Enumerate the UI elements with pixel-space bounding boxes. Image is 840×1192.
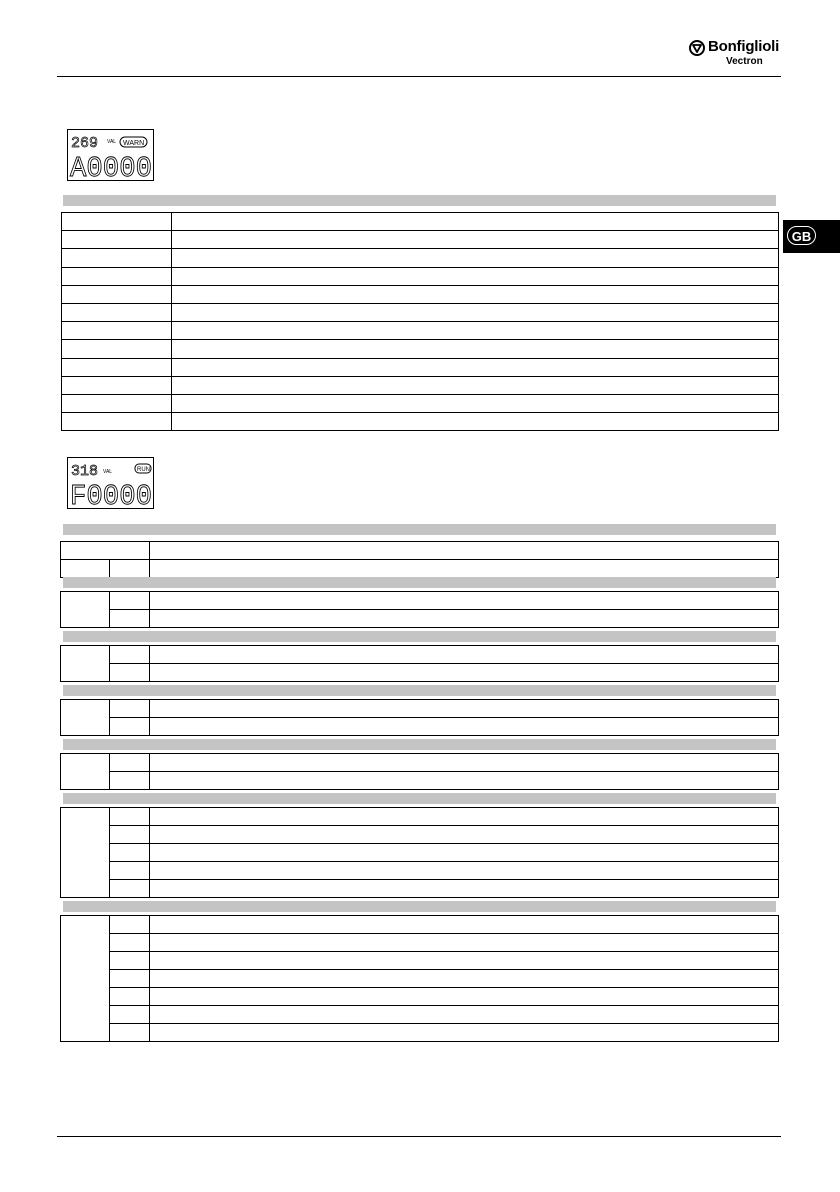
warning-code-cell	[61, 394, 172, 413]
warning-code-cell	[61, 248, 172, 268]
fault-text-cell	[149, 1023, 779, 1042]
warning-text-cell	[171, 248, 779, 268]
warning-main-code: A0000	[70, 152, 152, 182]
warning-code-cell	[61, 412, 172, 431]
fault-text-cell	[149, 969, 779, 988]
fault-text-cell	[149, 753, 779, 772]
fault-sub-cell	[109, 843, 150, 862]
fault-sub-cell	[109, 663, 150, 682]
fault-text-cell	[149, 559, 779, 578]
fault-sub-cell	[109, 753, 150, 772]
fault-text-cell	[149, 1005, 779, 1024]
warning-text-cell	[171, 358, 779, 377]
fault-group-cell	[60, 559, 110, 578]
fault-group-cell	[60, 645, 110, 682]
group-header	[63, 793, 776, 804]
fault-main-code: F0000	[70, 480, 152, 510]
fault-text-cell	[149, 951, 779, 970]
fault-text-cell	[149, 825, 779, 844]
fault-sub-cell	[109, 915, 150, 934]
group-header	[63, 685, 776, 696]
warning-text-cell	[171, 412, 779, 431]
fault-sub-cell	[109, 1023, 150, 1042]
warning-text-cell	[171, 285, 779, 304]
fault-text-cell	[149, 843, 779, 862]
fault-display	[67, 457, 154, 509]
fault-top-digits: 318	[71, 463, 99, 480]
fault-text-cell	[149, 915, 779, 934]
group-header	[63, 739, 776, 750]
fault-table-header	[63, 524, 776, 535]
warning-code-cell	[61, 339, 172, 359]
warning-code-cell	[61, 230, 172, 249]
fault-sub-cell	[109, 969, 150, 988]
fault-text-cell	[149, 699, 779, 718]
warning-text-cell	[171, 303, 779, 322]
fault-text-cell	[149, 879, 779, 898]
fault-text-cell	[149, 771, 779, 790]
fault-sub-cell	[109, 609, 150, 628]
warning-code-cell	[61, 358, 172, 377]
header-rule	[57, 76, 781, 77]
fault-sub-cell	[109, 591, 150, 610]
fault-text-cell	[149, 987, 779, 1006]
brand-name: Bonfiglioli	[708, 38, 780, 55]
warning-code-cell	[61, 321, 172, 340]
language-badge: GB	[787, 226, 816, 245]
footer-rule	[57, 1136, 781, 1137]
warning-text-cell	[171, 339, 779, 359]
warning-text-cell	[171, 212, 779, 231]
fault-text-cell	[149, 663, 779, 682]
warning-text-cell	[171, 230, 779, 249]
fault-text-cell	[149, 717, 779, 736]
warning-code-cell	[61, 285, 172, 304]
warning-code-cell	[61, 303, 172, 322]
fault-text-cell	[149, 591, 779, 610]
fault-sub-cell	[109, 717, 150, 736]
fault-group-cell	[60, 915, 110, 1042]
warning-text-cell	[171, 267, 779, 286]
warning-code-cell	[61, 267, 172, 286]
fault-sub-cell	[109, 559, 150, 578]
warning-text-cell	[171, 394, 779, 413]
fault-sub-cell	[109, 879, 150, 898]
fault-sub-cell	[109, 1005, 150, 1024]
fault-sub-cell	[109, 933, 150, 952]
warning-text-cell	[171, 321, 779, 340]
fault-sub-cell	[109, 861, 150, 880]
fault-sub-cell	[109, 825, 150, 844]
brand-logo	[689, 38, 784, 70]
warning-display	[67, 129, 154, 181]
fault-text-cell	[149, 861, 779, 880]
brand-sub: Vectron	[726, 56, 763, 67]
warning-text-cell	[171, 376, 779, 395]
fault-status-label: RUN	[137, 467, 150, 473]
warning-top-digits: 269	[71, 135, 99, 152]
warning-code-cell	[61, 376, 172, 395]
warning-status-label: WARN	[123, 140, 145, 147]
fault-text-cell	[149, 541, 779, 560]
language-tab	[783, 220, 840, 253]
bonfiglioli-logo-icon	[689, 40, 705, 56]
group-header	[63, 901, 776, 912]
fault-text-cell	[149, 609, 779, 628]
warning-unit-label: VAL	[107, 139, 117, 145]
fault-sub-cell	[109, 807, 150, 826]
warning-code-cell	[61, 212, 172, 231]
fault-code-cell	[60, 541, 150, 560]
fault-group-cell	[60, 753, 110, 790]
fault-sub-cell	[109, 771, 150, 790]
fault-sub-cell	[109, 951, 150, 970]
warning-table-header	[63, 195, 776, 206]
fault-group-cell	[60, 807, 110, 898]
fault-text-cell	[149, 933, 779, 952]
fault-sub-cell	[109, 987, 150, 1006]
fault-group-cell	[60, 699, 110, 736]
fault-text-cell	[149, 807, 779, 826]
fault-group-cell	[60, 591, 110, 628]
fault-unit-label: VAL	[103, 469, 113, 475]
fault-sub-cell	[109, 699, 150, 718]
group-header	[63, 631, 776, 642]
fault-sub-cell	[109, 645, 150, 664]
fault-text-cell	[149, 645, 779, 664]
group-header	[63, 577, 776, 588]
